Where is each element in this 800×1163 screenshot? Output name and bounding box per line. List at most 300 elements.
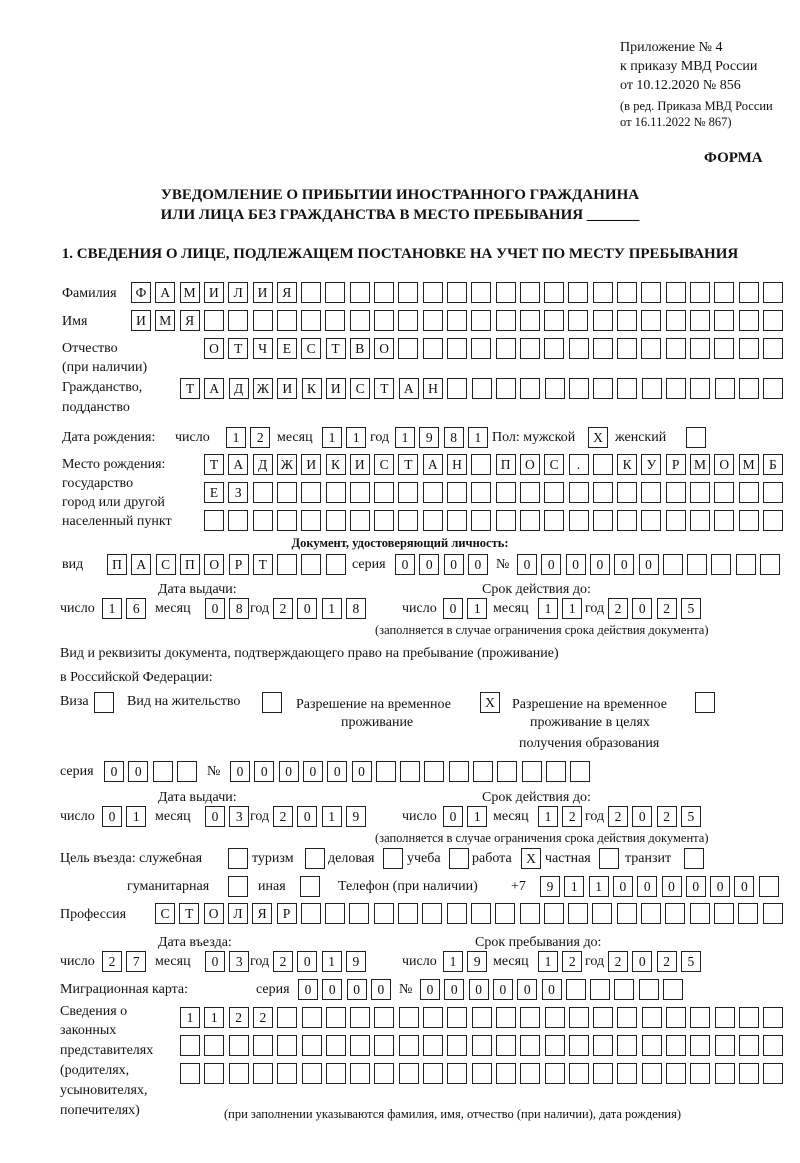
char-cell[interactable] [593,282,613,303]
char-cell[interactable]: 3 [229,806,249,827]
char-cell[interactable] [326,1007,346,1028]
char-cell[interactable]: О [374,338,394,359]
char-cell[interactable]: 0 [371,979,391,1000]
char-cell[interactable] [641,338,661,359]
char-cell[interactable] [496,310,516,331]
checkbox-cell[interactable] [94,692,114,713]
char-cell[interactable] [568,282,588,303]
char-cell[interactable] [447,510,467,531]
char-cell[interactable] [760,554,780,575]
char-cell[interactable] [350,482,370,503]
char-cell[interactable] [690,482,710,503]
char-cell[interactable] [690,903,710,924]
char-cell[interactable]: С [374,454,394,475]
char-cell[interactable]: 0 [352,761,372,782]
char-cell[interactable] [302,1035,322,1056]
char-cell[interactable] [471,282,491,303]
char-cell[interactable] [253,310,273,331]
char-cell[interactable] [763,482,783,503]
char-cell[interactable] [496,482,516,503]
char-cell[interactable]: 0 [322,979,342,1000]
char-cell[interactable]: 0 [517,554,537,575]
char-cell[interactable] [715,1063,735,1084]
char-cell[interactable] [763,510,783,531]
char-cell[interactable] [447,310,467,331]
char-cell[interactable]: 0 [443,598,463,619]
char-cell[interactable] [374,282,394,303]
char-cell[interactable] [617,1063,637,1084]
char-cell[interactable] [666,310,686,331]
char-cell[interactable]: 0 [734,876,754,897]
char-cell[interactable] [739,378,759,399]
char-cell[interactable]: К [617,454,637,475]
char-cell[interactable] [423,510,443,531]
char-cell[interactable] [496,1063,516,1084]
char-cell[interactable]: О [204,338,224,359]
char-cell[interactable] [326,482,346,503]
char-cell[interactable] [739,282,759,303]
char-cell[interactable] [277,554,297,575]
char-cell[interactable] [569,338,589,359]
char-cell[interactable] [423,1063,443,1084]
char-cell[interactable]: И [277,378,297,399]
char-cell[interactable] [546,761,566,782]
char-cell[interactable]: 0 [347,979,367,1000]
char-cell[interactable] [204,1035,224,1056]
char-cell[interactable] [472,378,492,399]
char-cell[interactable]: 0 [662,876,682,897]
char-cell[interactable]: Л [228,282,248,303]
char-cell[interactable]: М [180,282,200,303]
char-cell[interactable] [520,338,540,359]
char-cell[interactable] [614,979,634,1000]
char-cell[interactable] [641,282,661,303]
char-cell[interactable] [663,554,683,575]
char-cell[interactable] [447,482,467,503]
checkbox-cell[interactable] [684,848,704,869]
char-cell[interactable]: 1 [468,427,488,448]
char-cell[interactable] [496,1007,516,1028]
char-cell[interactable] [277,1007,297,1028]
char-cell[interactable] [593,1007,613,1028]
char-cell[interactable] [736,554,756,575]
char-cell[interactable]: 2 [608,806,628,827]
char-cell[interactable] [666,1063,686,1084]
char-cell[interactable] [738,903,758,924]
char-cell[interactable]: 0 [395,554,415,575]
char-cell[interactable] [424,761,444,782]
char-cell[interactable]: Р [666,454,686,475]
char-cell[interactable]: Т [179,903,199,924]
char-cell[interactable] [228,510,248,531]
char-cell[interactable]: 2 [657,806,677,827]
checkbox-cell[interactable] [300,876,320,897]
char-cell[interactable] [593,482,613,503]
char-cell[interactable]: Я [252,903,272,924]
char-cell[interactable]: А [423,454,443,475]
char-cell[interactable]: 2 [657,598,677,619]
char-cell[interactable] [326,1035,346,1056]
checkbox-cell[interactable] [695,692,715,713]
char-cell[interactable]: 1 [538,951,558,972]
char-cell[interactable] [593,1063,613,1084]
char-cell[interactable] [592,903,612,924]
char-cell[interactable]: В [350,338,370,359]
char-cell[interactable] [326,554,346,575]
char-cell[interactable] [522,761,542,782]
char-cell[interactable]: 0 [468,554,488,575]
char-cell[interactable]: 9 [419,427,439,448]
char-cell[interactable] [666,1007,686,1028]
char-cell[interactable] [177,761,197,782]
char-cell[interactable] [739,1007,759,1028]
char-cell[interactable] [714,482,734,503]
char-cell[interactable] [325,282,345,303]
char-cell[interactable] [593,510,613,531]
char-cell[interactable] [570,761,590,782]
char-cell[interactable] [687,554,707,575]
char-cell[interactable] [520,1007,540,1028]
char-cell[interactable] [302,1007,322,1028]
char-cell[interactable] [739,310,759,331]
char-cell[interactable]: 1 [538,806,558,827]
char-cell[interactable]: О [204,903,224,924]
char-cell[interactable] [301,310,321,331]
char-cell[interactable]: 1 [346,427,366,448]
char-cell[interactable] [763,282,783,303]
char-cell[interactable]: 0 [297,806,317,827]
char-cell[interactable]: 1 [562,598,582,619]
char-cell[interactable] [301,903,321,924]
char-cell[interactable]: Д [229,378,249,399]
char-cell[interactable] [422,903,442,924]
char-cell[interactable]: 0 [493,979,513,1000]
char-cell[interactable] [545,1063,565,1084]
char-cell[interactable] [690,1007,710,1028]
char-cell[interactable]: Т [398,454,418,475]
char-cell[interactable] [277,310,297,331]
char-cell[interactable] [763,1063,783,1084]
char-cell[interactable]: Б [763,454,783,475]
char-cell[interactable]: 1 [322,806,342,827]
char-cell[interactable]: 0 [443,806,463,827]
char-cell[interactable] [715,378,735,399]
char-cell[interactable] [471,510,491,531]
char-cell[interactable] [301,510,321,531]
char-cell[interactable] [253,1035,273,1056]
char-cell[interactable] [374,903,394,924]
char-cell[interactable] [544,282,564,303]
checkbox-cell[interactable] [686,427,706,448]
char-cell[interactable]: К [326,454,346,475]
char-cell[interactable]: 1 [204,1007,224,1028]
char-cell[interactable] [593,338,613,359]
char-cell[interactable] [229,1063,249,1084]
checkbox-cell[interactable]: X [480,692,500,713]
char-cell[interactable]: 0 [230,761,250,782]
char-cell[interactable] [471,482,491,503]
char-cell[interactable]: 1 [589,876,609,897]
char-cell[interactable] [593,454,613,475]
char-cell[interactable] [204,1063,224,1084]
char-cell[interactable] [228,310,248,331]
char-cell[interactable] [398,282,418,303]
char-cell[interactable]: П [107,554,127,575]
char-cell[interactable] [472,1063,492,1084]
char-cell[interactable]: Р [229,554,249,575]
char-cell[interactable]: 1 [126,806,146,827]
char-cell[interactable]: Е [204,482,224,503]
char-cell[interactable]: О [714,454,734,475]
char-cell[interactable] [520,310,540,331]
char-cell[interactable] [277,482,297,503]
char-cell[interactable] [690,1063,710,1084]
char-cell[interactable] [569,1007,589,1028]
char-cell[interactable] [496,510,516,531]
char-cell[interactable]: 0 [444,979,464,1000]
char-cell[interactable]: М [739,454,759,475]
char-cell[interactable]: 0 [614,554,634,575]
char-cell[interactable] [642,378,662,399]
char-cell[interactable]: 9 [346,806,366,827]
char-cell[interactable] [642,1063,662,1084]
char-cell[interactable] [714,903,734,924]
char-cell[interactable]: 7 [126,951,146,972]
char-cell[interactable]: 0 [254,761,274,782]
char-cell[interactable]: 8 [444,427,464,448]
char-cell[interactable] [399,1035,419,1056]
char-cell[interactable]: И [131,310,151,331]
char-cell[interactable] [350,1035,370,1056]
char-cell[interactable]: Р [277,903,297,924]
char-cell[interactable] [520,1063,540,1084]
char-cell[interactable]: П [180,554,200,575]
char-cell[interactable] [447,378,467,399]
char-cell[interactable] [253,482,273,503]
char-cell[interactable]: У [641,454,661,475]
char-cell[interactable]: А [228,454,248,475]
char-cell[interactable] [666,378,686,399]
char-cell[interactable] [544,482,564,503]
char-cell[interactable]: И [326,378,346,399]
char-cell[interactable] [374,1063,394,1084]
char-cell[interactable]: 1 [102,598,122,619]
char-cell[interactable]: Ж [253,378,273,399]
char-cell[interactable]: 1 [395,427,415,448]
checkbox-cell[interactable] [383,848,403,869]
char-cell[interactable] [447,903,467,924]
char-cell[interactable] [374,1035,394,1056]
char-cell[interactable] [714,282,734,303]
char-cell[interactable] [447,1035,467,1056]
char-cell[interactable] [617,510,637,531]
char-cell[interactable]: 2 [608,598,628,619]
char-cell[interactable] [447,338,467,359]
char-cell[interactable]: 1 [564,876,584,897]
char-cell[interactable] [642,1035,662,1056]
char-cell[interactable]: Н [423,378,443,399]
checkbox-cell[interactable] [228,876,248,897]
char-cell[interactable] [569,510,589,531]
char-cell[interactable] [520,903,540,924]
char-cell[interactable]: 1 [322,427,342,448]
char-cell[interactable] [471,903,491,924]
char-cell[interactable] [715,1035,735,1056]
char-cell[interactable]: С [350,378,370,399]
char-cell[interactable] [545,1035,565,1056]
char-cell[interactable] [690,378,710,399]
char-cell[interactable] [472,1007,492,1028]
char-cell[interactable]: 0 [205,806,225,827]
char-cell[interactable] [739,482,759,503]
char-cell[interactable] [569,482,589,503]
char-cell[interactable]: 0 [279,761,299,782]
checkbox-cell[interactable] [305,848,325,869]
char-cell[interactable] [449,761,469,782]
char-cell[interactable] [301,482,321,503]
char-cell[interactable]: М [155,310,175,331]
char-cell[interactable] [739,338,759,359]
char-cell[interactable] [641,510,661,531]
char-cell[interactable]: 2 [657,951,677,972]
char-cell[interactable] [545,378,565,399]
char-cell[interactable] [520,482,540,503]
char-cell[interactable]: Ж [277,454,297,475]
char-cell[interactable] [566,979,586,1000]
char-cell[interactable] [714,338,734,359]
char-cell[interactable]: 0 [639,554,659,575]
char-cell[interactable] [690,310,710,331]
char-cell[interactable]: 2 [608,951,628,972]
char-cell[interactable] [423,338,443,359]
checkbox-cell[interactable] [599,848,619,869]
char-cell[interactable] [714,310,734,331]
char-cell[interactable] [641,903,661,924]
char-cell[interactable] [763,1035,783,1056]
char-cell[interactable] [398,482,418,503]
char-cell[interactable] [666,510,686,531]
char-cell[interactable]: 0 [205,598,225,619]
char-cell[interactable] [447,282,467,303]
char-cell[interactable] [666,1035,686,1056]
char-cell[interactable] [763,310,783,331]
char-cell[interactable]: М [690,454,710,475]
char-cell[interactable]: 0 [102,806,122,827]
char-cell[interactable] [763,1007,783,1028]
char-cell[interactable]: А [131,554,151,575]
char-cell[interactable]: С [301,338,321,359]
char-cell[interactable] [376,761,396,782]
char-cell[interactable] [471,454,491,475]
char-cell[interactable] [301,282,321,303]
char-cell[interactable]: 0 [613,876,633,897]
char-cell[interactable]: С [155,903,175,924]
char-cell[interactable] [497,761,517,782]
char-cell[interactable] [690,282,710,303]
char-cell[interactable]: 0 [298,979,318,1000]
char-cell[interactable] [690,338,710,359]
char-cell[interactable]: 0 [632,598,652,619]
char-cell[interactable] [350,1007,370,1028]
char-cell[interactable] [520,282,540,303]
char-cell[interactable] [253,1063,273,1084]
char-cell[interactable] [204,510,224,531]
char-cell[interactable]: 5 [681,806,701,827]
char-cell[interactable] [763,903,783,924]
char-cell[interactable] [473,761,493,782]
char-cell[interactable] [739,1063,759,1084]
char-cell[interactable] [398,310,418,331]
char-cell[interactable] [496,378,516,399]
char-cell[interactable] [301,554,321,575]
char-cell[interactable] [374,310,394,331]
char-cell[interactable]: А [155,282,175,303]
char-cell[interactable]: И [301,454,321,475]
char-cell[interactable]: И [350,454,370,475]
char-cell[interactable]: 0 [542,979,562,1000]
char-cell[interactable] [374,482,394,503]
char-cell[interactable] [666,282,686,303]
char-cell[interactable] [423,482,443,503]
char-cell[interactable]: Я [277,282,297,303]
char-cell[interactable] [690,510,710,531]
char-cell[interactable] [423,1035,443,1056]
char-cell[interactable] [349,903,369,924]
char-cell[interactable]: 0 [297,951,317,972]
char-cell[interactable] [495,903,515,924]
char-cell[interactable]: 1 [180,1007,200,1028]
char-cell[interactable] [350,510,370,531]
char-cell[interactable] [253,510,273,531]
char-cell[interactable] [180,1063,200,1084]
char-cell[interactable] [617,1007,637,1028]
char-cell[interactable]: 5 [681,951,701,972]
checkbox-cell[interactable] [449,848,469,869]
char-cell[interactable]: 8 [229,598,249,619]
char-cell[interactable] [325,903,345,924]
char-cell[interactable] [569,378,589,399]
char-cell[interactable]: 0 [327,761,347,782]
char-cell[interactable] [374,510,394,531]
checkbox-cell[interactable] [228,848,248,869]
char-cell[interactable] [617,282,637,303]
char-cell[interactable] [590,979,610,1000]
char-cell[interactable] [617,482,637,503]
char-cell[interactable] [714,510,734,531]
char-cell[interactable] [617,378,637,399]
char-cell[interactable] [520,378,540,399]
char-cell[interactable]: 0 [128,761,148,782]
char-cell[interactable]: 0 [566,554,586,575]
char-cell[interactable]: 8 [346,598,366,619]
char-cell[interactable] [666,482,686,503]
char-cell[interactable] [593,1035,613,1056]
char-cell[interactable] [399,1063,419,1084]
char-cell[interactable] [520,1035,540,1056]
char-cell[interactable] [593,310,613,331]
char-cell[interactable]: Л [228,903,248,924]
char-cell[interactable] [423,310,443,331]
char-cell[interactable]: 0 [419,554,439,575]
char-cell[interactable] [277,1063,297,1084]
char-cell[interactable]: Я [180,310,200,331]
char-cell[interactable]: 0 [303,761,323,782]
char-cell[interactable]: 0 [590,554,610,575]
char-cell[interactable]: 0 [632,806,652,827]
char-cell[interactable]: 2 [273,951,293,972]
char-cell[interactable]: Т [180,378,200,399]
char-cell[interactable]: 1 [226,427,246,448]
